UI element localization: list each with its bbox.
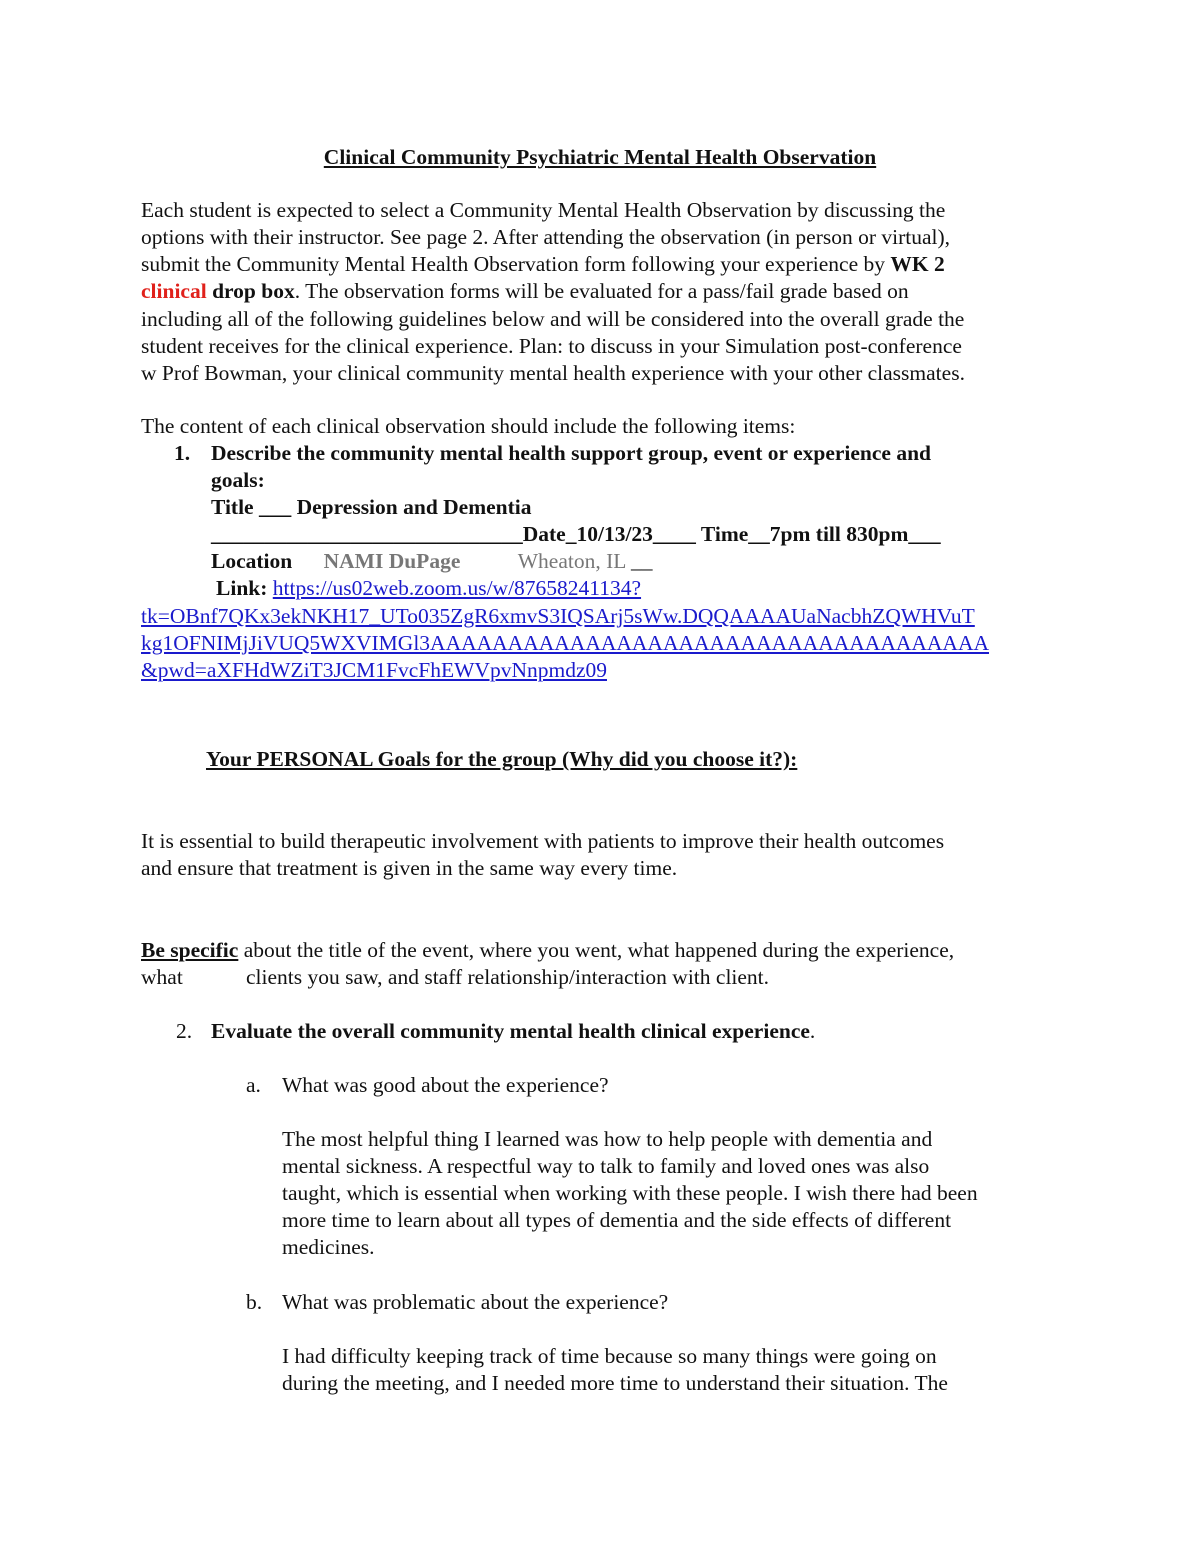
intro-line-6: student receives for the clinical experience. Plan: to discuss in your Simulation post-conference bbox=[141, 334, 962, 358]
item2b-question: What was problematic about the experience? bbox=[282, 1290, 669, 1314]
personal-goals-line-1: It is essential to build therapeutic involvement with patients to improve their health outcomes bbox=[141, 829, 945, 853]
item1-heading-line-2: goals: bbox=[211, 468, 265, 492]
intro-line-3: submit the Community Mental Health Observation form following your experience by WK 2 bbox=[141, 252, 945, 276]
zoom-link-part-3[interactable]: kg1OFNIMjJiVUQ5WXVIMGl3AAAAAAAAAAAAAAAAAAAAAAAAAAAAAAAAAAAA bbox=[141, 631, 990, 655]
specific-line-2-cont: clients you saw, and staff relationship/interaction with client. bbox=[246, 965, 770, 989]
location-name: NAMI DuPage bbox=[323, 549, 461, 573]
drop-box-text: drop box bbox=[206, 279, 295, 303]
item1-location-line: Location NAMI DuPage Wheaton, IL __ bbox=[211, 549, 653, 573]
clinical-highlight: clinical bbox=[141, 279, 207, 303]
location-label: Location bbox=[211, 549, 293, 573]
intro-line-4: clinical drop box. The observation forms will be evaluated for a pass/fail grade based on bbox=[141, 279, 909, 303]
item2a-answer-line-2: mental sickness. A respectful way to talk to family and loved ones was also bbox=[282, 1154, 930, 1178]
intro-line-1: Each student is expected to select a Community Mental Health Observation by discussing the bbox=[141, 198, 946, 222]
item2a-answer-line-1: The most helpful thing I learned was how to help people with dementia and bbox=[282, 1127, 933, 1151]
specific-line-2: what bbox=[141, 965, 183, 989]
intro-line-7: w Prof Bowman, your clinical community mental health experience with your other classmates. bbox=[141, 361, 965, 385]
item1-heading-line-1: Describe the community mental health support group, event or experience and bbox=[211, 441, 931, 465]
item2a-letter: a. bbox=[246, 1073, 261, 1097]
item2b-answer-line-1: I had difficulty keeping track of time because so many things were going on bbox=[282, 1344, 937, 1368]
be-specific-emphasis: Be specific bbox=[141, 938, 239, 962]
personal-goals-line-2: and ensure that treatment is given in the same way every time. bbox=[141, 856, 678, 880]
item2-heading: Evaluate the overall community mental health clinical experience. bbox=[211, 1019, 816, 1043]
item2-number: 2. bbox=[176, 1019, 193, 1043]
zoom-link-part-4[interactable]: &pwd=aXFHdWZiT3JCM1FvcFhEWVpvNnpmdz09 bbox=[141, 658, 607, 682]
content-intro: The content of each clinical observation should include the following items: bbox=[141, 414, 796, 438]
zoom-link-part-2[interactable]: tk=OBnf7QKx3ekNKH17_UTo035ZgR6xmvS3IQSArj5sWw.DQQAAAAUaNacbhZQWHVuT bbox=[141, 604, 975, 628]
specific-line-1: Be specific about the title of the event, where you went, what happened during the experience, bbox=[141, 938, 955, 962]
item2a-answer-line-5: medicines. bbox=[282, 1235, 375, 1259]
intro-line-2: options with their instructor. See page 2. After attending the observation (in person or virtual), bbox=[141, 225, 951, 249]
item2b-answer-line-2: during the meeting, and I needed more time to understand their situation. The bbox=[282, 1371, 948, 1395]
link-label: Link: bbox=[216, 576, 273, 600]
intro-line-5: including all of the following guidelines below and will be considered into the overall grade the bbox=[141, 307, 965, 331]
deadline-week: WK 2 bbox=[890, 252, 945, 276]
item2a-question: What was good about the experience? bbox=[282, 1073, 609, 1097]
item2a-answer-line-4: more time to learn about all types of dementia and the side effects of different bbox=[282, 1208, 952, 1232]
item1-link-line bbox=[216, 575, 641, 602]
item1-date-time-line: _____________________________Date_10/13/23____ Time__7pm till 830pm___ bbox=[211, 522, 941, 546]
item2b-letter: b. bbox=[246, 1290, 263, 1314]
zoom-link-part-1[interactable]: https://us02web.zoom.us/w/87658241134? bbox=[272, 576, 642, 600]
document-title: Clinical Community Psychiatric Mental Health Observation bbox=[323, 145, 877, 169]
personal-goals-heading: Your PERSONAL Goals for the group (Why did you choose it?): bbox=[206, 747, 798, 771]
item2a-answer-line-3: taught, which is essential when working with these people. I wish there had been bbox=[282, 1181, 978, 1205]
item1-title-line: Title ___ Depression and Dementia bbox=[211, 495, 532, 519]
location-city: Wheaton, IL bbox=[517, 549, 626, 573]
item1-number: 1. bbox=[174, 441, 191, 465]
